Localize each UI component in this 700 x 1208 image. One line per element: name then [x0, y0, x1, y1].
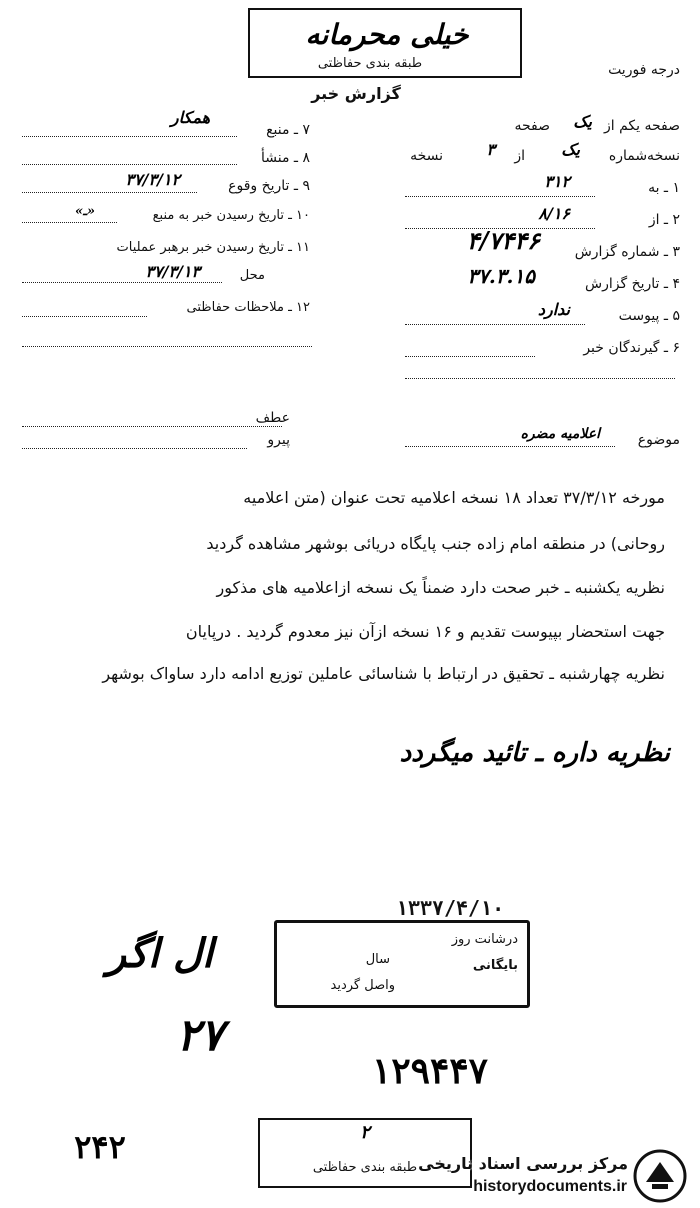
reference-atf-label: عطف: [255, 410, 290, 426]
copy-line-mid: از: [514, 148, 525, 164]
field-source-label: ۷ ـ منبع: [266, 122, 310, 138]
reference-atf-value: پیرو: [267, 432, 290, 448]
watermark-org: مرکز بررسی اسناد تاریخی: [418, 1154, 628, 1173]
field-news-to-source-label: ۱۰ ـ تاریخ رسیدن خبر به منبع: [152, 208, 310, 223]
field-report-date-value: ۳۷.۳.۱۵: [467, 264, 535, 288]
field-from-value: ۸/۱۶: [538, 204, 570, 223]
copy-line-suffix: نسخه: [410, 148, 443, 164]
field-report-number-label: ۳ ـ شماره گزارش: [574, 244, 680, 260]
field-to-label: ۱ ـ به: [648, 180, 680, 196]
field-location-label: محل: [239, 268, 265, 283]
page-line-prefix: صفحه یکم از: [603, 118, 680, 134]
copy-line-value2: ۳: [486, 140, 495, 159]
receipt-line-3: بایگانی: [472, 958, 518, 973]
page-number: ۲۴۲: [74, 1128, 126, 1166]
field-location-value: ۳۷/۳/۱۳: [145, 262, 200, 281]
document-title: گزارش خبر: [311, 84, 401, 103]
subject-value: اعلامیه مضره: [520, 426, 600, 442]
field-news-to-source-value: «ـ»: [74, 204, 95, 219]
handwritten-number: ۱۲۹۴۴۷: [371, 1050, 488, 1092]
field-report-date-label: ۴ ـ تاریخ گزارش: [585, 276, 680, 292]
field-from-label: ۲ ـ از: [648, 212, 680, 228]
field-security-notes-label: ۱۲ ـ ملاحظات حفاظتی: [186, 300, 310, 315]
field-report-number-value: ۴/۷۴۴۶: [466, 226, 540, 255]
watermark-url: historydocuments.ir: [473, 1178, 627, 1195]
receipt-line-4: واصل گردید: [330, 978, 395, 993]
field-source-value: همکار: [170, 108, 210, 127]
copy-line-value: یک: [561, 140, 580, 159]
copy-line-prefix: نسخه‌شماره: [608, 148, 680, 164]
field-recipients-label: ۶ ـ گیرندگان خبر: [583, 340, 680, 356]
page-line-suffix: صفحه: [514, 118, 550, 134]
classification-handwritten: خیلی محرمانه: [305, 18, 469, 51]
field-to-value: ۳۱۲: [544, 172, 570, 191]
field-event-date-value: ۳۷/۳/۱۲: [125, 170, 180, 189]
priority-label: درجه فوریت: [608, 62, 680, 78]
body-line-1: مورخه ۳۷/۳/۱۲ تعداد ۱۸ نسخه اعلامیه تحت عنوان (متن اعلامیه: [243, 488, 665, 507]
margin-handwriting: ال اگر: [106, 930, 214, 977]
field-news-to-leader-label: ۱۱ ـ تاریخ رسیدن خبر برهبر عملیات: [116, 240, 310, 255]
field-origin-label: ۸ ـ منشأ: [260, 150, 310, 166]
field-attachment-value: ندارد: [537, 300, 570, 319]
margin-mark: ۲۷: [176, 1010, 224, 1061]
footer-classification: طبقه بندی حفاظتی: [312, 1160, 418, 1175]
receipt-line-2: سال: [365, 952, 390, 967]
body-line-2: روحانی) در منطقه امام زاده جنب پایگاه دریائی بوشهر مشاهده گردید: [206, 534, 665, 553]
body-line-5: نظریه چهارشنبه ـ تحقیق در ارتباط با شناسائی عاملین توزیع ادامه دارد ساواک بوشهر: [102, 664, 665, 683]
classification-printed: طبقه بندی حفاظتی: [317, 56, 423, 71]
body-line-3: نظریه یکشنبه ـ خبر صحت دارد ضمناً یک نسخه ازاعلامیه های مذکور: [216, 578, 665, 597]
archive-logo-icon: [632, 1148, 688, 1204]
body-line-4: جهت استحضار بپیوست تقدیم و ۱۶ نسخه ازآن نیز معدوم گردید . درپایان: [185, 622, 665, 641]
field-attachment-label: ۵ ـ پیوست: [618, 308, 680, 324]
field-event-date-label: ۹ ـ تاریخ وقوع: [228, 178, 310, 194]
subject-label: موضوع: [637, 432, 680, 448]
receipt-line-1: درشانت روز: [451, 932, 518, 947]
page-line-value: یک: [573, 112, 592, 131]
footer-stamp-number: ۲: [360, 1122, 370, 1143]
handwritten-opinion: نظریه داره ـ تائید میگردد: [399, 738, 670, 768]
date-stamp: ۱۳۳۷/۴/۱۰: [395, 896, 505, 920]
